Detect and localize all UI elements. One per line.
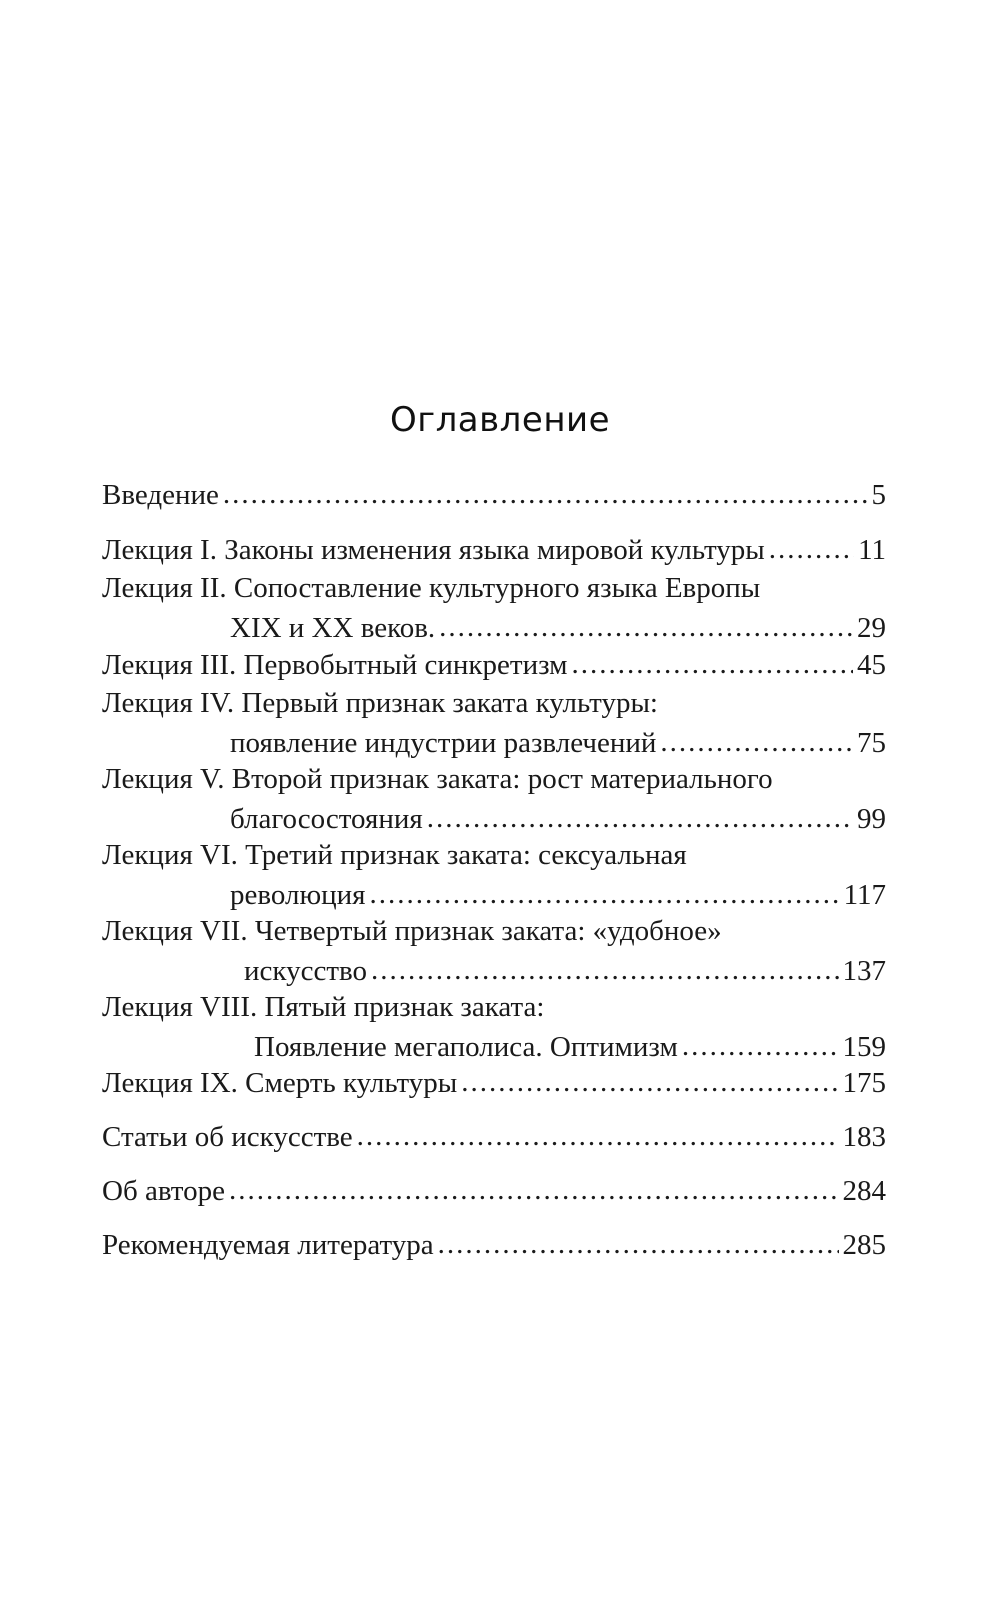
toc-entry-label: Лекция VI. Третий признак заката: сексуальная <box>102 839 687 871</box>
toc-entry-page: 45 <box>857 649 886 681</box>
toc-entry-continuation: Появление мегаполиса. Оптимизм <box>254 1031 678 1063</box>
toc-entry-label: Лекция IV. Первый признак заката культуры: <box>102 687 658 719</box>
toc-entry-page: 159 <box>842 1031 886 1063</box>
leader-dots <box>357 1116 839 1156</box>
toc-entry-lecture-1[interactable] <box>102 530 886 570</box>
toc-entry-page: 5 <box>871 479 886 511</box>
toc-entry-continuation: появление индустрии развлечений <box>230 727 657 759</box>
toc-entry-label: Статьи об искусстве <box>102 1121 353 1153</box>
toc-entry-continuation: революция <box>230 879 366 911</box>
toc-entry-lecture-9[interactable] <box>102 1063 886 1103</box>
toc-entry-page: 284 <box>842 1175 886 1207</box>
toc-entry-page: 117 <box>843 879 886 911</box>
toc-entry-label: Об авторе <box>102 1175 225 1207</box>
toc-entry-page: 137 <box>842 955 886 987</box>
toc-entry-page: 285 <box>842 1229 886 1261</box>
toc-entry-label: Лекция I. Законы изменения языка мировой культуры <box>102 534 765 566</box>
leader-dots <box>769 529 854 569</box>
toc-entry-label: Лекция V. Второй признак заката: рост материального <box>102 763 773 795</box>
toc-entry-page: 99 <box>857 803 886 835</box>
toc-entry-page: 175 <box>842 1067 886 1099</box>
toc-entry-continuation: искусство <box>244 955 367 987</box>
toc-entry-label: Рекомендуемая литература <box>102 1229 434 1261</box>
leader-dots <box>461 1062 838 1102</box>
toc-entry-lecture-8[interactable] <box>102 987 886 1067</box>
toc-entry-page: 29 <box>857 612 886 644</box>
leader-dots <box>682 1026 839 1066</box>
toc-entry-lecture-7[interactable] <box>102 911 886 991</box>
leader-dots <box>229 1170 839 1210</box>
leader-dots <box>427 798 853 838</box>
toc-entry-introduction[interactable] <box>102 475 886 515</box>
toc-entry-lecture-3[interactable] <box>102 645 886 685</box>
toc-entry-page: 75 <box>857 727 886 759</box>
toc-entry-articles[interactable] <box>102 1117 886 1157</box>
toc-entry-about-author[interactable] <box>102 1171 886 1211</box>
page-title: Оглавление <box>389 400 611 440</box>
toc-entry-continuation: благосостояния <box>230 803 423 835</box>
leader-dots <box>223 474 868 514</box>
toc-entry-continuation: XIX и XX веков. <box>230 612 436 644</box>
toc-entry-label: Лекция IX. Смерть культуры <box>102 1067 458 1099</box>
toc-entry-page: 183 <box>842 1121 886 1153</box>
toc-entry-page: 11 <box>858 534 886 566</box>
leader-dots <box>660 722 853 762</box>
leader-dots <box>439 607 853 647</box>
leader-dots <box>371 950 839 990</box>
toc-entry-label: Лекция III. Первобытный синкретизм <box>102 649 568 681</box>
toc-entry-label: Лекция VII. Четвертый признак заката: «удобное» <box>102 915 722 947</box>
toc-entry-lecture-6[interactable] <box>102 835 886 915</box>
toc-entry-label: Введение <box>102 479 219 511</box>
toc-entry-label: Лекция II. Сопоставление культурного языка Европы <box>102 572 761 604</box>
leader-dots <box>438 1224 839 1264</box>
toc-entry-lecture-4[interactable] <box>102 683 886 763</box>
leader-dots <box>572 644 854 684</box>
toc-entry-lecture-2[interactable] <box>102 568 886 648</box>
toc-entry-label: Лекция VIII. Пятый признак заката: <box>102 991 545 1023</box>
toc-entry-lecture-5[interactable] <box>102 759 886 839</box>
leader-dots <box>370 874 840 914</box>
toc-entry-recommended-literature[interactable] <box>102 1225 886 1265</box>
